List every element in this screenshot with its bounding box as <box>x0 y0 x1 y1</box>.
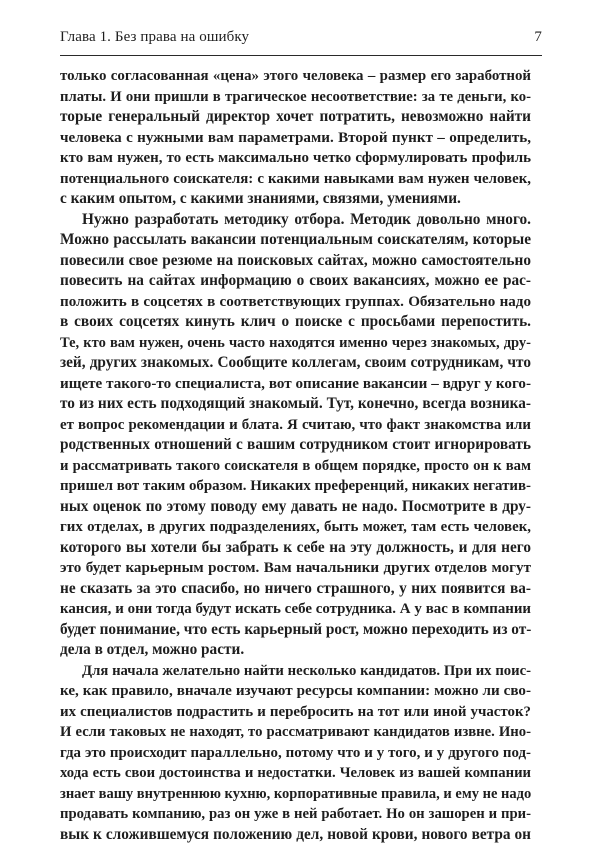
text-line: которого вы хотели бы забрать к себе на эту должность, и для него <box>60 538 531 559</box>
text-line: Можно рассылать вакансии потенциальным соискателям, которые <box>60 230 531 251</box>
text-line: зей, других знакомых. Сообщите коллегам, своим сотрудникам, что <box>60 353 531 374</box>
paragraph-1 <box>60 66 531 210</box>
paragraph-2 <box>60 210 531 661</box>
text-line: то из них есть подходящий знакомый. Тут, конечно, всегда возника- <box>60 394 531 415</box>
text-line: ных оценок по этому поводу ему давать не надо. Посмотрите в дру- <box>60 497 531 518</box>
text-line: потенциального соискателя: с какими навыками вам нужен человек, <box>60 169 531 190</box>
text-line: человека с нужными вам параметрами. Второй пункт – определить, <box>60 128 531 149</box>
text-line: торые генеральный директор хочет потратить, невозможно найти <box>60 107 531 128</box>
text-line: положить в соцсетях в соответствующих группах. Обязательно надо <box>60 292 531 313</box>
text-line: и рассматривать такого соискателя в общем порядке, просто он к вам <box>60 456 531 477</box>
text-line: хода есть свои достоинства и недостатки. Человек из вашей компании <box>60 763 531 784</box>
text-line: И если таковых не находят, то рассматривают кандидатов извне. Ино- <box>60 722 531 743</box>
text-line: Те, кто вам нужен, очень часто находятся именно через знакомых, дру- <box>60 333 531 354</box>
text-line: кто вам нужен, то есть максимально четко сформулировать профиль <box>60 148 531 169</box>
text-line: ет вопрос рекомендации и блата. Я считаю, что факт знакомства или <box>60 415 531 436</box>
text-line: это будет карьерным ростом. Вам начальники других отделов могут <box>60 558 531 579</box>
text-line: дела в отдел, можно расти. <box>60 640 531 661</box>
text-line: их специалистов подрастить и перебросить на тот или иной участок? <box>60 702 531 723</box>
text-line: гда это происходит параллельно, потому что и у того, и у другого под- <box>60 743 531 764</box>
text-line: кансия, и они тогда будут искать себе сотрудника. А у вас в компании <box>60 599 531 620</box>
text-line: в своих соцсетях кинуть клич о поиске с просьбами перепостить. <box>60 312 531 333</box>
paragraph-3 <box>60 661 531 845</box>
text-line: Для начала желательно найти несколько кандидатов. При их поис- <box>60 661 531 682</box>
running-header <box>60 24 542 50</box>
text-line: Нужно разработать методику отбора. Методик довольно много. <box>60 210 531 231</box>
text-line: ке, как правило, вначале изучают ресурсы компании: можно ли сво- <box>60 681 531 702</box>
text-line: родственных отношений с вашим сотрудником стоит игнорировать <box>60 435 531 456</box>
body-text <box>60 66 531 845</box>
header-rule <box>60 55 542 56</box>
page-number: 7 <box>534 29 542 46</box>
text-line: повесили свое резюме на поисковых сайтах, можно самостоятельно <box>60 251 531 272</box>
text-line: не сказать за это спасибо, но ничего страшного, у них появится ва- <box>60 579 531 600</box>
text-line: знает вашу внутреннюю кухню, корпоративные правила, и ему не надо <box>60 784 531 805</box>
text-line: будет понимание, что есть карьерный рост, можно переходить из от- <box>60 620 531 641</box>
text-line: с каким опытом, с какими знаниями, связями, умениями. <box>60 189 531 210</box>
text-line: только согласованная «цена» этого человека – размер его заработной <box>60 66 531 87</box>
text-line: платы. И они пришли в трагическое несоответствие: за те деньги, ко- <box>60 87 531 108</box>
text-line: продавать компанию, раз он уже в ней работает. Но он зашорен и при- <box>60 804 531 825</box>
text-line: пришел вот таким образом. Никаких преференций, никаких негатив- <box>60 476 531 497</box>
chapter-title: Глава 1. Без права на ошибку <box>60 29 249 46</box>
text-line: повесить на сайтах информацию о своих вакансиях, можно ее рас- <box>60 271 531 292</box>
text-line: вык к сложившемуся положению дел, новой крови, нового ветра он <box>60 825 531 845</box>
text-line: ищете такого-то специалиста, вот описание вакансии – вдруг у кого- <box>60 374 531 395</box>
text-line: гих отделах, в других подразделениях, быть может, там есть человек, <box>60 517 531 538</box>
